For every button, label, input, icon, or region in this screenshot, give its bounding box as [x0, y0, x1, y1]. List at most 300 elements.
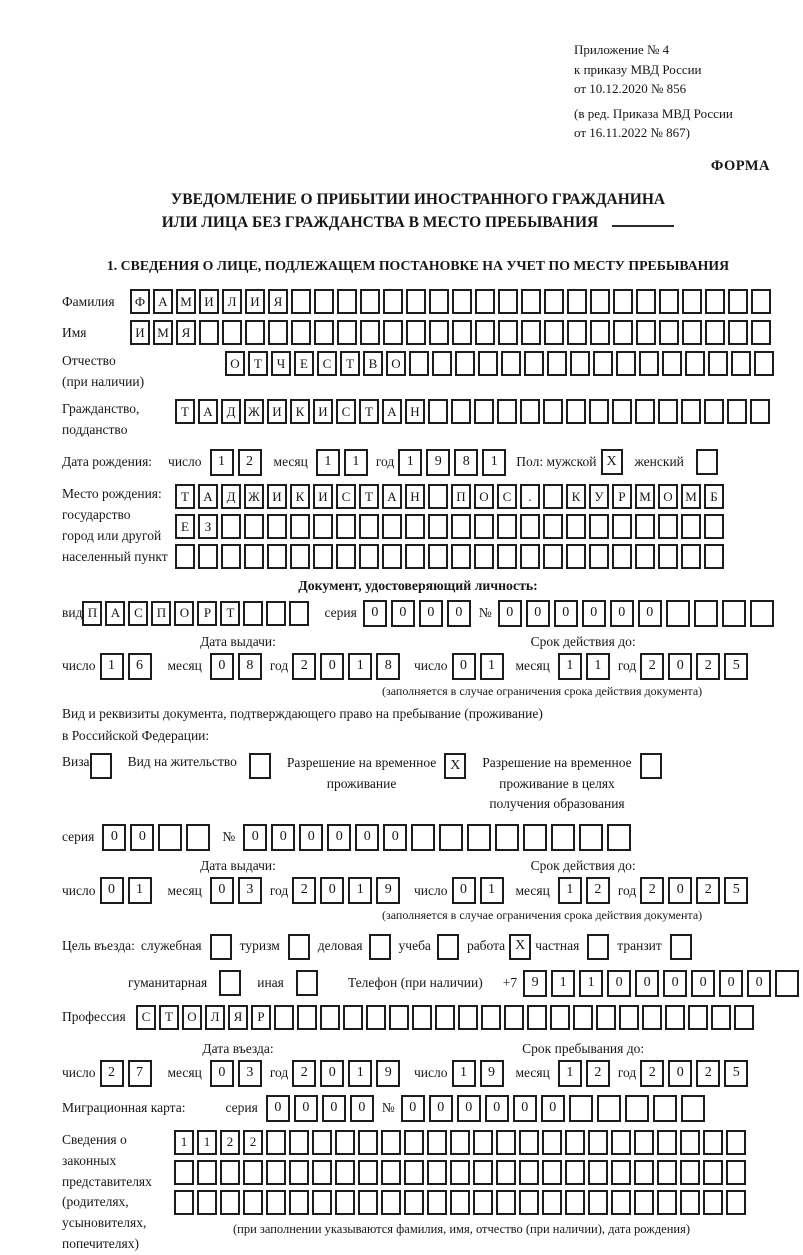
- char-cell[interactable]: [666, 600, 690, 627]
- char-cell[interactable]: [634, 1130, 654, 1155]
- char-cell[interactable]: [428, 484, 448, 509]
- char-cell[interactable]: М: [176, 289, 196, 314]
- char-cell[interactable]: [266, 1130, 286, 1155]
- char-cell[interactable]: [451, 514, 471, 539]
- char-cell[interactable]: [590, 320, 610, 345]
- char-cell[interactable]: 0: [498, 600, 522, 627]
- char-cell[interactable]: [174, 1190, 194, 1215]
- char-cell[interactable]: [481, 1005, 501, 1030]
- char-cell[interactable]: [642, 1005, 662, 1030]
- char-cell[interactable]: Т: [359, 399, 379, 424]
- char-cell[interactable]: Т: [248, 351, 268, 376]
- char-cell[interactable]: И: [267, 399, 287, 424]
- char-cell[interactable]: 9: [426, 449, 450, 476]
- char-cell[interactable]: [611, 1190, 631, 1215]
- purpose-tourism-checkbox[interactable]: [288, 934, 310, 960]
- char-cell[interactable]: [612, 544, 632, 569]
- purpose-private-checkbox[interactable]: [587, 934, 609, 960]
- char-cell[interactable]: 0: [668, 653, 692, 680]
- char-cell[interactable]: Р: [197, 601, 217, 626]
- char-cell[interactable]: [381, 1160, 401, 1185]
- char-cell[interactable]: [613, 289, 633, 314]
- char-cell[interactable]: [175, 544, 195, 569]
- char-cell[interactable]: [289, 601, 309, 626]
- char-cell[interactable]: [524, 351, 544, 376]
- char-cell[interactable]: [320, 1005, 340, 1030]
- char-cell[interactable]: [680, 1160, 700, 1185]
- char-cell[interactable]: 3: [238, 877, 262, 904]
- char-cell[interactable]: [750, 399, 770, 424]
- char-cell[interactable]: И: [313, 484, 333, 509]
- char-cell[interactable]: [501, 351, 521, 376]
- char-cell[interactable]: [544, 320, 564, 345]
- char-cell[interactable]: 2: [292, 877, 316, 904]
- char-cell[interactable]: А: [382, 484, 402, 509]
- char-cell[interactable]: К: [566, 484, 586, 509]
- char-cell[interactable]: [267, 544, 287, 569]
- char-cell[interactable]: [360, 289, 380, 314]
- char-cell[interactable]: [244, 514, 264, 539]
- char-cell[interactable]: 0: [452, 653, 476, 680]
- char-cell[interactable]: [382, 514, 402, 539]
- char-cell[interactable]: [382, 544, 402, 569]
- char-cell[interactable]: Е: [175, 514, 195, 539]
- char-cell[interactable]: Р: [612, 484, 632, 509]
- char-cell[interactable]: [411, 824, 435, 851]
- char-cell[interactable]: П: [451, 484, 471, 509]
- char-cell[interactable]: 1: [558, 653, 582, 680]
- char-cell[interactable]: А: [198, 399, 218, 424]
- char-cell[interactable]: [452, 320, 472, 345]
- sex-female-checkbox[interactable]: [696, 449, 718, 475]
- char-cell[interactable]: [245, 320, 265, 345]
- char-cell[interactable]: У: [589, 484, 609, 509]
- char-cell[interactable]: Д: [221, 399, 241, 424]
- char-cell[interactable]: [243, 601, 263, 626]
- char-cell[interactable]: [657, 1160, 677, 1185]
- char-cell[interactable]: [566, 544, 586, 569]
- char-cell[interactable]: [428, 399, 448, 424]
- char-cell[interactable]: [268, 320, 288, 345]
- char-cell[interactable]: [569, 1095, 593, 1122]
- char-cell[interactable]: [567, 289, 587, 314]
- char-cell[interactable]: [475, 320, 495, 345]
- char-cell[interactable]: [694, 600, 718, 627]
- char-cell[interactable]: [657, 1130, 677, 1155]
- char-cell[interactable]: А: [153, 289, 173, 314]
- char-cell[interactable]: [616, 351, 636, 376]
- char-cell[interactable]: [593, 351, 613, 376]
- char-cell[interactable]: 1: [174, 1130, 194, 1155]
- char-cell[interactable]: 2: [292, 1060, 316, 1087]
- char-cell[interactable]: 0: [355, 824, 379, 851]
- char-cell[interactable]: [775, 970, 799, 997]
- char-cell[interactable]: [404, 1130, 424, 1155]
- char-cell[interactable]: 0: [130, 824, 154, 851]
- char-cell[interactable]: 0: [363, 600, 387, 627]
- char-cell[interactable]: [497, 544, 517, 569]
- char-cell[interactable]: 0: [320, 877, 344, 904]
- char-cell[interactable]: [543, 399, 563, 424]
- char-cell[interactable]: [705, 289, 725, 314]
- char-cell[interactable]: И: [245, 289, 265, 314]
- char-cell[interactable]: Т: [175, 399, 195, 424]
- char-cell[interactable]: [427, 1160, 447, 1185]
- char-cell[interactable]: [681, 1095, 705, 1122]
- char-cell[interactable]: О: [658, 484, 678, 509]
- char-cell[interactable]: [452, 289, 472, 314]
- char-cell[interactable]: [658, 399, 678, 424]
- char-cell[interactable]: Н: [405, 484, 425, 509]
- char-cell[interactable]: [527, 1005, 547, 1030]
- char-cell[interactable]: 0: [320, 653, 344, 680]
- char-cell[interactable]: [498, 289, 518, 314]
- char-cell[interactable]: [412, 1005, 432, 1030]
- char-cell[interactable]: [406, 320, 426, 345]
- char-cell[interactable]: [336, 544, 356, 569]
- char-cell[interactable]: В: [363, 351, 383, 376]
- char-cell[interactable]: [727, 399, 747, 424]
- char-cell[interactable]: 1: [344, 449, 368, 476]
- char-cell[interactable]: [243, 1190, 263, 1215]
- char-cell[interactable]: [174, 1160, 194, 1185]
- char-cell[interactable]: 0: [100, 877, 124, 904]
- char-cell[interactable]: [439, 824, 463, 851]
- char-cell[interactable]: [726, 1190, 746, 1215]
- char-cell[interactable]: 7: [128, 1060, 152, 1087]
- char-cell[interactable]: [428, 544, 448, 569]
- char-cell[interactable]: 0: [447, 600, 471, 627]
- char-cell[interactable]: П: [151, 601, 171, 626]
- char-cell[interactable]: 1: [480, 877, 504, 904]
- char-cell[interactable]: 5: [724, 877, 748, 904]
- char-cell[interactable]: [266, 601, 286, 626]
- char-cell[interactable]: [521, 320, 541, 345]
- char-cell[interactable]: [659, 320, 679, 345]
- char-cell[interactable]: [290, 544, 310, 569]
- char-cell[interactable]: [474, 544, 494, 569]
- char-cell[interactable]: А: [382, 399, 402, 424]
- char-cell[interactable]: [291, 320, 311, 345]
- char-cell[interactable]: Л: [205, 1005, 225, 1030]
- char-cell[interactable]: 1: [100, 653, 124, 680]
- char-cell[interactable]: [636, 289, 656, 314]
- char-cell[interactable]: [314, 289, 334, 314]
- char-cell[interactable]: 5: [724, 653, 748, 680]
- char-cell[interactable]: [197, 1160, 217, 1185]
- char-cell[interactable]: [405, 514, 425, 539]
- char-cell[interactable]: 0: [266, 1095, 290, 1122]
- char-cell[interactable]: [750, 600, 774, 627]
- char-cell[interactable]: 2: [640, 877, 664, 904]
- char-cell[interactable]: [731, 351, 751, 376]
- char-cell[interactable]: О: [474, 484, 494, 509]
- char-cell[interactable]: 0: [747, 970, 771, 997]
- char-cell[interactable]: А: [105, 601, 125, 626]
- char-cell[interactable]: [607, 824, 631, 851]
- char-cell[interactable]: [520, 544, 540, 569]
- char-cell[interactable]: [504, 1005, 524, 1030]
- char-cell[interactable]: Р: [251, 1005, 271, 1030]
- char-cell[interactable]: [428, 514, 448, 539]
- char-cell[interactable]: [473, 1160, 493, 1185]
- char-cell[interactable]: [634, 1160, 654, 1185]
- char-cell[interactable]: [450, 1160, 470, 1185]
- char-cell[interactable]: 0: [554, 600, 578, 627]
- char-cell[interactable]: [335, 1160, 355, 1185]
- char-cell[interactable]: С: [336, 484, 356, 509]
- char-cell[interactable]: [458, 1005, 478, 1030]
- char-cell[interactable]: 0: [322, 1095, 346, 1122]
- char-cell[interactable]: [496, 1190, 516, 1215]
- char-cell[interactable]: [312, 1190, 332, 1215]
- char-cell[interactable]: [566, 399, 586, 424]
- char-cell[interactable]: [450, 1130, 470, 1155]
- char-cell[interactable]: [291, 289, 311, 314]
- char-cell[interactable]: 0: [663, 970, 687, 997]
- char-cell[interactable]: 1: [197, 1130, 217, 1155]
- char-cell[interactable]: [289, 1160, 309, 1185]
- char-cell[interactable]: [381, 1130, 401, 1155]
- char-cell[interactable]: [358, 1160, 378, 1185]
- char-cell[interactable]: [474, 399, 494, 424]
- visa-checkbox[interactable]: [90, 753, 112, 779]
- char-cell[interactable]: 6: [128, 653, 152, 680]
- char-cell[interactable]: С: [128, 601, 148, 626]
- char-cell[interactable]: 3: [238, 1060, 262, 1087]
- char-cell[interactable]: [588, 1130, 608, 1155]
- char-cell[interactable]: [429, 289, 449, 314]
- char-cell[interactable]: [565, 1190, 585, 1215]
- char-cell[interactable]: [312, 1160, 332, 1185]
- char-cell[interactable]: 0: [607, 970, 631, 997]
- char-cell[interactable]: [704, 514, 724, 539]
- purpose-study-checkbox[interactable]: [437, 934, 459, 960]
- char-cell[interactable]: [290, 514, 310, 539]
- char-cell[interactable]: [243, 1160, 263, 1185]
- char-cell[interactable]: [625, 1095, 649, 1122]
- char-cell[interactable]: [335, 1130, 355, 1155]
- char-cell[interactable]: С: [317, 351, 337, 376]
- char-cell[interactable]: 9: [480, 1060, 504, 1087]
- char-cell[interactable]: [222, 320, 242, 345]
- char-cell[interactable]: [681, 544, 701, 569]
- char-cell[interactable]: [711, 1005, 731, 1030]
- char-cell[interactable]: [590, 289, 610, 314]
- char-cell[interactable]: [435, 1005, 455, 1030]
- char-cell[interactable]: [404, 1190, 424, 1215]
- char-cell[interactable]: 9: [376, 877, 400, 904]
- char-cell[interactable]: [519, 1130, 539, 1155]
- char-cell[interactable]: Т: [159, 1005, 179, 1030]
- char-cell[interactable]: М: [681, 484, 701, 509]
- char-cell[interactable]: [266, 1190, 286, 1215]
- char-cell[interactable]: 2: [640, 1060, 664, 1087]
- char-cell[interactable]: П: [82, 601, 102, 626]
- char-cell[interactable]: К: [290, 484, 310, 509]
- char-cell[interactable]: 0: [485, 1095, 509, 1122]
- char-cell[interactable]: [657, 1190, 677, 1215]
- char-cell[interactable]: [429, 320, 449, 345]
- char-cell[interactable]: [704, 399, 724, 424]
- char-cell[interactable]: [728, 320, 748, 345]
- char-cell[interactable]: 0: [513, 1095, 537, 1122]
- char-cell[interactable]: [688, 1005, 708, 1030]
- char-cell[interactable]: [566, 514, 586, 539]
- char-cell[interactable]: А: [198, 484, 218, 509]
- char-cell[interactable]: [519, 1160, 539, 1185]
- purpose-humanitarian-checkbox[interactable]: [219, 970, 241, 996]
- char-cell[interactable]: Я: [228, 1005, 248, 1030]
- char-cell[interactable]: Т: [359, 484, 379, 509]
- rvp-checkbox[interactable]: X: [444, 753, 466, 779]
- char-cell[interactable]: [495, 824, 519, 851]
- char-cell[interactable]: [496, 1130, 516, 1155]
- sex-male-checkbox[interactable]: X: [601, 449, 623, 475]
- char-cell[interactable]: [358, 1130, 378, 1155]
- char-cell[interactable]: [705, 320, 725, 345]
- char-cell[interactable]: [639, 351, 659, 376]
- char-cell[interactable]: [221, 514, 241, 539]
- char-cell[interactable]: [708, 351, 728, 376]
- char-cell[interactable]: 0: [635, 970, 659, 997]
- char-cell[interactable]: Н: [405, 399, 425, 424]
- char-cell[interactable]: 0: [271, 824, 295, 851]
- char-cell[interactable]: [498, 320, 518, 345]
- char-cell[interactable]: [312, 1130, 332, 1155]
- char-cell[interactable]: [570, 351, 590, 376]
- char-cell[interactable]: С: [136, 1005, 156, 1030]
- purpose-transit-checkbox[interactable]: [670, 934, 692, 960]
- char-cell[interactable]: 5: [724, 1060, 748, 1087]
- char-cell[interactable]: [551, 824, 575, 851]
- char-cell[interactable]: [613, 320, 633, 345]
- char-cell[interactable]: И: [130, 320, 150, 345]
- char-cell[interactable]: [358, 1190, 378, 1215]
- char-cell[interactable]: [634, 1190, 654, 1215]
- char-cell[interactable]: [722, 600, 746, 627]
- rvp-education-checkbox[interactable]: [640, 753, 662, 779]
- char-cell[interactable]: [589, 514, 609, 539]
- char-cell[interactable]: [597, 1095, 621, 1122]
- char-cell[interactable]: [542, 1160, 562, 1185]
- char-cell[interactable]: [359, 544, 379, 569]
- char-cell[interactable]: Б: [704, 484, 724, 509]
- char-cell[interactable]: 0: [419, 600, 443, 627]
- char-cell[interactable]: [734, 1005, 754, 1030]
- char-cell[interactable]: [186, 824, 210, 851]
- char-cell[interactable]: 2: [220, 1130, 240, 1155]
- char-cell[interactable]: [681, 399, 701, 424]
- char-cell[interactable]: [337, 289, 357, 314]
- char-cell[interactable]: 0: [391, 600, 415, 627]
- char-cell[interactable]: Т: [220, 601, 240, 626]
- char-cell[interactable]: 1: [482, 449, 506, 476]
- char-cell[interactable]: [519, 1190, 539, 1215]
- char-cell[interactable]: [543, 484, 563, 509]
- char-cell[interactable]: [473, 1130, 493, 1155]
- char-cell[interactable]: [523, 824, 547, 851]
- char-cell[interactable]: [589, 399, 609, 424]
- char-cell[interactable]: [547, 351, 567, 376]
- purpose-work-checkbox[interactable]: X: [509, 934, 531, 960]
- char-cell[interactable]: 0: [582, 600, 606, 627]
- char-cell[interactable]: [451, 399, 471, 424]
- char-cell[interactable]: [544, 289, 564, 314]
- char-cell[interactable]: [289, 1130, 309, 1155]
- char-cell[interactable]: [635, 544, 655, 569]
- char-cell[interactable]: 2: [696, 653, 720, 680]
- char-cell[interactable]: 0: [294, 1095, 318, 1122]
- char-cell[interactable]: [611, 1160, 631, 1185]
- residence-permit-checkbox[interactable]: [249, 753, 271, 779]
- char-cell[interactable]: 1: [551, 970, 575, 997]
- char-cell[interactable]: [406, 289, 426, 314]
- char-cell[interactable]: [359, 514, 379, 539]
- char-cell[interactable]: 0: [401, 1095, 425, 1122]
- char-cell[interactable]: [726, 1130, 746, 1155]
- char-cell[interactable]: [314, 320, 334, 345]
- char-cell[interactable]: Я: [268, 289, 288, 314]
- char-cell[interactable]: 0: [210, 653, 234, 680]
- char-cell[interactable]: 2: [238, 449, 262, 476]
- char-cell[interactable]: [427, 1190, 447, 1215]
- char-cell[interactable]: И: [267, 484, 287, 509]
- char-cell[interactable]: [543, 514, 563, 539]
- char-cell[interactable]: [199, 320, 219, 345]
- char-cell[interactable]: [636, 320, 656, 345]
- char-cell[interactable]: [220, 1160, 240, 1185]
- char-cell[interactable]: Ж: [244, 399, 264, 424]
- char-cell[interactable]: 0: [429, 1095, 453, 1122]
- char-cell[interactable]: 0: [541, 1095, 565, 1122]
- char-cell[interactable]: .: [520, 484, 540, 509]
- char-cell[interactable]: [336, 514, 356, 539]
- char-cell[interactable]: [266, 1160, 286, 1185]
- char-cell[interactable]: О: [225, 351, 245, 376]
- char-cell[interactable]: 0: [610, 600, 634, 627]
- char-cell[interactable]: [360, 320, 380, 345]
- char-cell[interactable]: [703, 1160, 723, 1185]
- char-cell[interactable]: [474, 514, 494, 539]
- char-cell[interactable]: Я: [176, 320, 196, 345]
- char-cell[interactable]: М: [153, 320, 173, 345]
- char-cell[interactable]: 1: [348, 653, 372, 680]
- char-cell[interactable]: [680, 1130, 700, 1155]
- char-cell[interactable]: [383, 320, 403, 345]
- char-cell[interactable]: 1: [579, 970, 603, 997]
- purpose-official-checkbox[interactable]: [210, 934, 232, 960]
- char-cell[interactable]: [405, 544, 425, 569]
- char-cell[interactable]: [521, 289, 541, 314]
- char-cell[interactable]: 0: [102, 824, 126, 851]
- char-cell[interactable]: [451, 544, 471, 569]
- char-cell[interactable]: [158, 824, 182, 851]
- char-cell[interactable]: [478, 351, 498, 376]
- char-cell[interactable]: [221, 544, 241, 569]
- char-cell[interactable]: [520, 399, 540, 424]
- char-cell[interactable]: 0: [452, 877, 476, 904]
- char-cell[interactable]: О: [182, 1005, 202, 1030]
- char-cell[interactable]: [612, 514, 632, 539]
- char-cell[interactable]: 0: [457, 1095, 481, 1122]
- char-cell[interactable]: [681, 514, 701, 539]
- char-cell[interactable]: 1: [128, 877, 152, 904]
- char-cell[interactable]: [520, 514, 540, 539]
- char-cell[interactable]: Ф: [130, 289, 150, 314]
- char-cell[interactable]: [409, 351, 429, 376]
- char-cell[interactable]: [619, 1005, 639, 1030]
